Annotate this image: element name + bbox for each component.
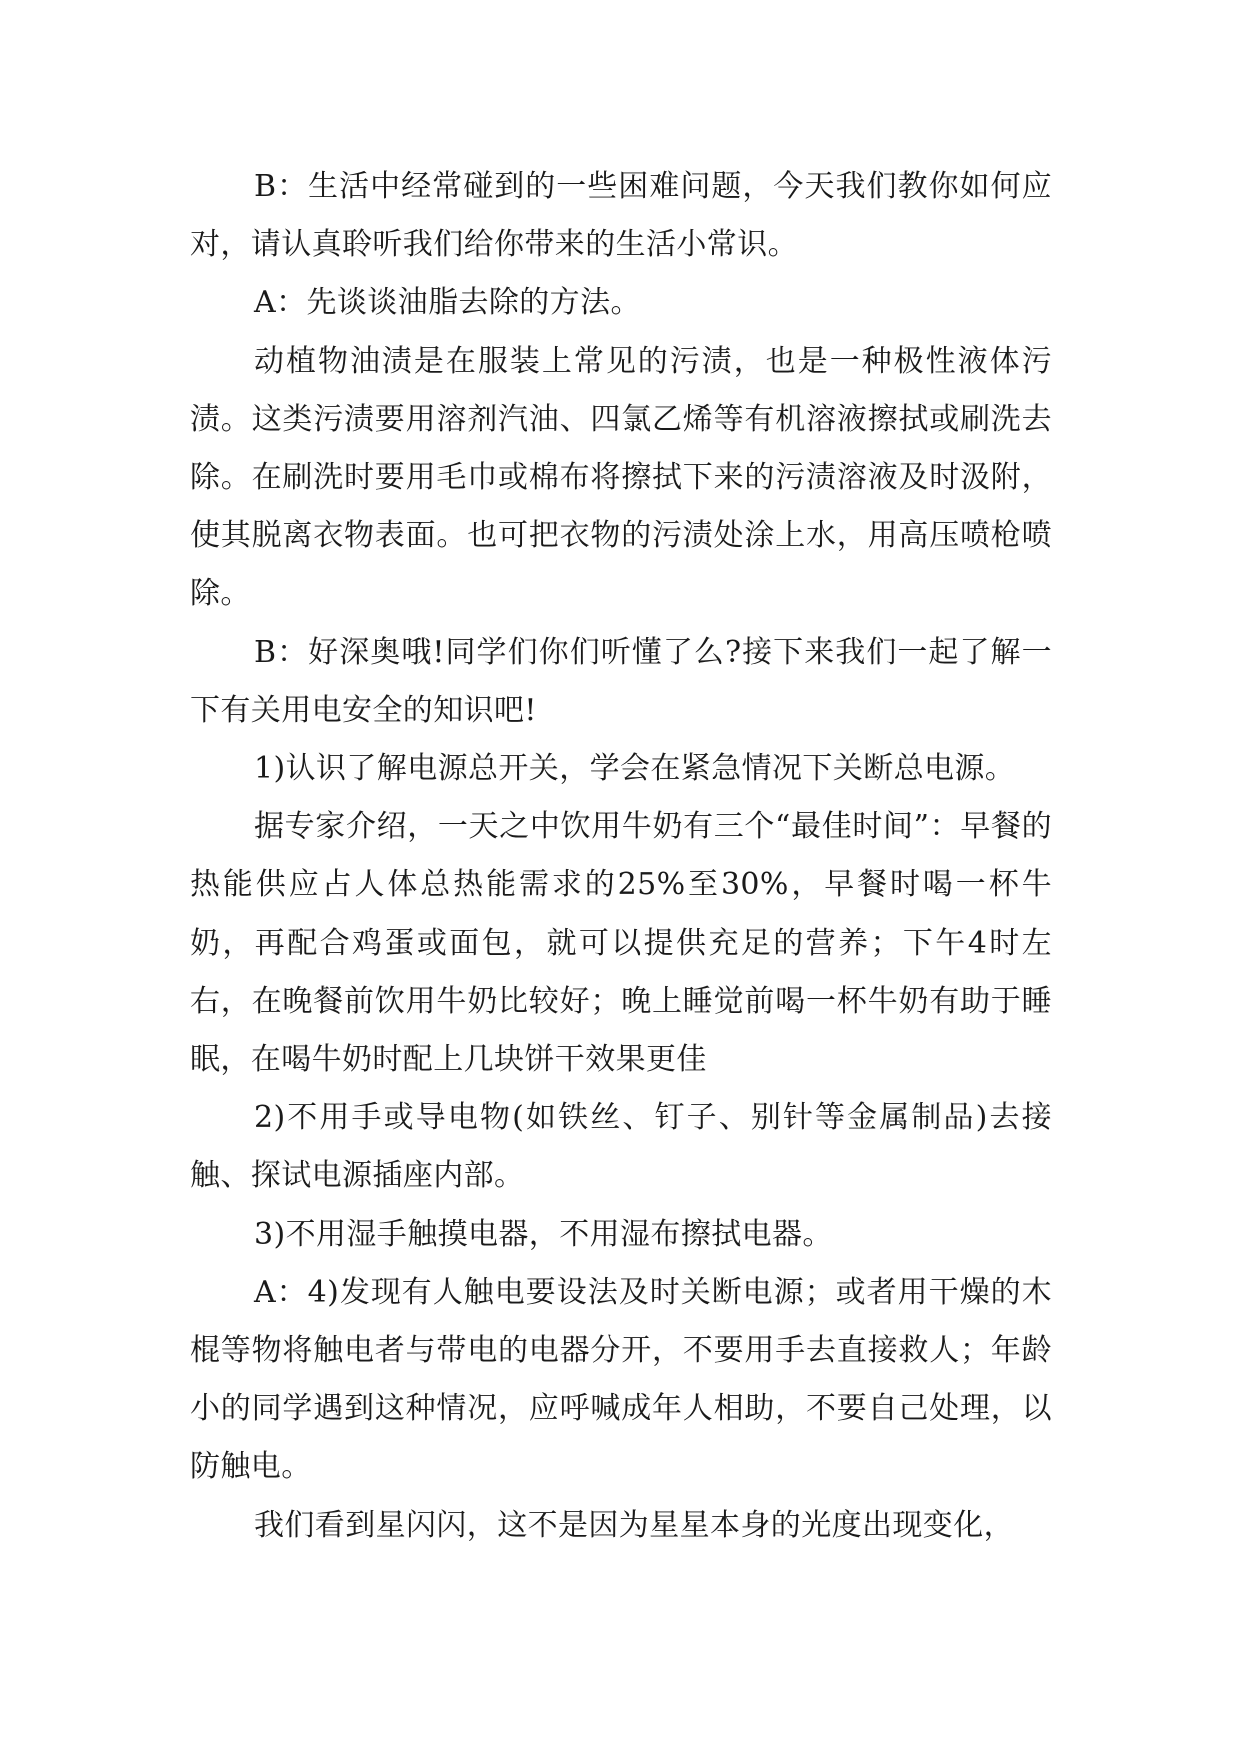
paragraph-safety-tip-4: A：4)发现有人触电要设法及时关断电源；或者用干燥的木棍等物将触电者与带电的电器分开，不要用手去直接救人；年龄小的同学遇到这种情况，应呼喊成年人相助，不要自己处理，以防触电。	[190, 1274, 1052, 1485]
paragraph-safety-tip-3: 3)不用湿手触摸电器，不用湿布擦拭电器。	[254, 1216, 833, 1252]
paragraph-grease-removal-topic: A：先谈谈油脂去除的方法。	[254, 285, 641, 321]
paragraph-safety-tip-1: 1)认识了解电源总开关，学会在紧急情况下关断总电源。	[254, 751, 1016, 787]
document-body	[190, 158, 1052, 1555]
paragraph-electricity-intro: B：好深奥哦!同学们你们听懂了么?接下来我们一起了解一下有关用电安全的知识吧!	[190, 634, 1052, 728]
paragraph-milk-times: 据专家介绍，一天之中饮用牛奶有三个“最佳时间”：早餐的热能供应占人体总热能需求的25%至30%，早餐时喝一杯牛奶，再配合鸡蛋或面包，就可以提供充足的营养；下午4时左右，在晚餐前饮用牛奶比较好；晚上睡觉前喝一杯牛奶有助于睡眠，在喝牛奶时配上几块饼干效果更佳	[190, 809, 1052, 1078]
paragraph-safety-tip-2: 2)不用手或导电物(如铁丝、钉子、别针等金属制品)去接触、探试电源插座内部。	[190, 1100, 1052, 1194]
paragraph-oil-stain-method: 动植物油渍是在服装上常见的污渍，也是一种极性液体污渍。这类污渍要用溶剂汽油、四氯乙烯等有机溶液擦拭或刷洗去除。在刷洗时要用毛巾或棉布将擦拭下来的污渍溶液及时汲附，使其脱离衣物表面。也可把衣物的污渍处涂上水，用高压喷枪喷除。	[190, 343, 1052, 612]
paragraph-quiz-intro: B：生活中经常碰到的一些困难问题，今天我们教你如何应对，请认真聆听我们给你带来的生活小常识。	[190, 169, 1052, 263]
paragraph-twinkling-stars: 我们看到星闪闪，这不是因为星星本身的光度出现变化，	[254, 1507, 1014, 1543]
